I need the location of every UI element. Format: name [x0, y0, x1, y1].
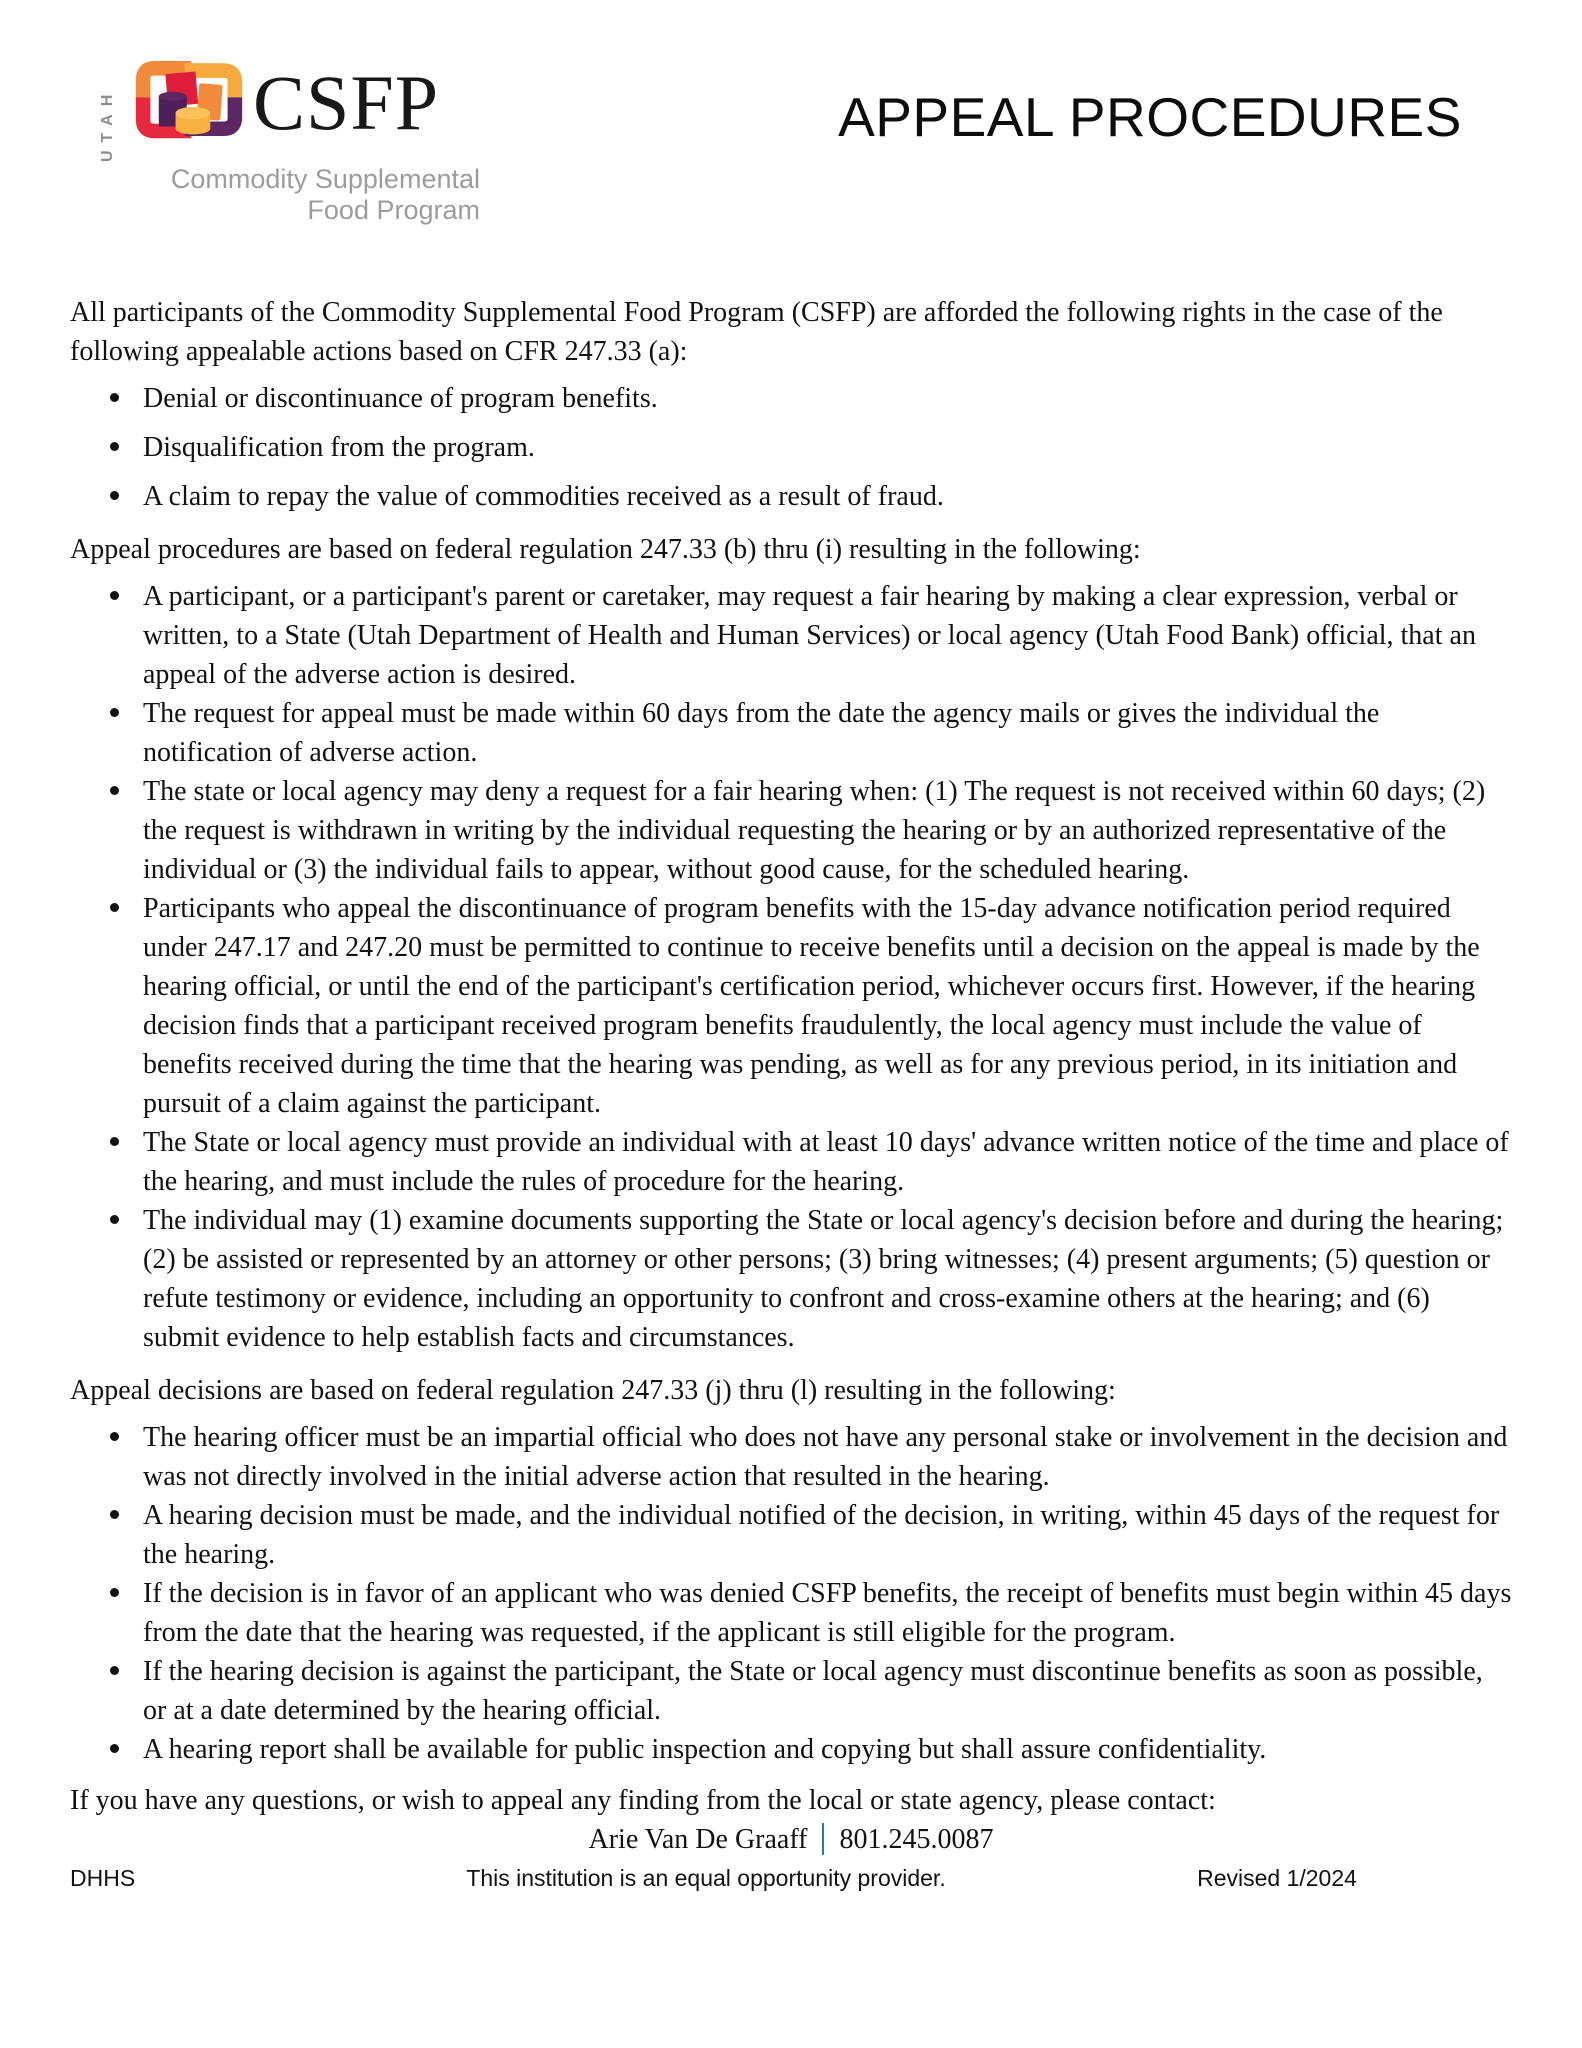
procedures-list [70, 577, 1512, 1357]
footer-revision-date: Revised 1/2024 [1197, 1865, 1357, 1891]
list-item: The hearing officer must be an impartial official who does not have any personal stake or involvement in the decision and was not directly involved in the initial adverse action that resulted in the hearing. [143, 1418, 1512, 1496]
document-header [70, 0, 1512, 257]
csfp-logo [88, 52, 498, 226]
footer-equal-opportunity-statement: This institution is an equal opportunity provider. [466, 1865, 946, 1891]
list-item: A claim to repay the value of commodities received as a result of fraud. [143, 477, 1512, 516]
page-title: APPEAL PROCEDURES [838, 86, 1462, 148]
logo-subtitle-line2: Food Program [307, 195, 480, 225]
list-item: The request for appeal must be made within 60 days from the date the agency mails or gives the individual the notification of adverse action. [143, 694, 1512, 772]
document-body [70, 293, 1512, 1893]
logo-acronym: CSFP [253, 59, 440, 146]
logo-utah-vertical-text: UTAH [99, 86, 116, 162]
list-item: A participant, or a participant's parent or caretaker, may request a fair hearing by making a clear expression, verbal or written, to a State (Utah Department of Health and Human Services) or local agency (Utah Food Bank) official, that an appeal of the adverse action is desired. [143, 577, 1512, 694]
vertical-divider [822, 1823, 824, 1855]
contact-phone: 801.245.0087 [839, 1824, 994, 1855]
decisions-list [70, 1418, 1512, 1769]
list-item: A hearing report shall be available for public inspection and copying but shall assure confidentiality. [143, 1730, 1512, 1769]
footer [70, 1863, 1512, 1893]
list-item: Participants who appeal the discontinuance of program benefits with the 15-day advance notification period required under 247.17 and 247.20 must be permitted to continue to receive benefits until a decision on the appeal is made by the hearing official, or until the end of the participant's certification period, whichever occurs first. However, if the hearing decision finds that a participant received program benefits fraudulently, the local agency must include the value of benefits received during the time that the hearing was pending, as well as for any previous period, in its initiation and pursuit of a claim against the participant. [143, 889, 1512, 1123]
list-item: The State or local agency must provide an individual with at least 10 days' advance written notice of the time and place of the hearing, and must include the rules of procedure for the hearing. [143, 1123, 1512, 1201]
procedures-heading: Appeal procedures are based on federal regulation 247.33 (b) thru (i) resulting in the following: [70, 534, 1141, 565]
contact-name: Arie Van De Graaff [588, 1824, 808, 1855]
list-item: If the decision is in favor of an applicant who was denied CSFP benefits, the receipt of benefits must begin within 45 days from the date that the hearing was requested, if the applicant is still eligible for the program. [143, 1574, 1512, 1652]
list-item: Disqualification from the program. [143, 428, 1512, 467]
logo-subtitle-line1: Commodity Supplemental [170, 164, 480, 194]
list-item: If the hearing decision is against the participant, the State or local agency must discontinue benefits as soon as possible, or at a date determined by the hearing official. [143, 1652, 1512, 1730]
list-item: The individual may (1) examine documents supporting the State or local agency's decision before and during the hearing; (2) be assisted or represented by an attorney or other persons; (3) bring witnesses; (4) present arguments; (5) question or refute testimony or evidence, including an opportunity to confront and cross-examine others at the hearing; and (6) submit evidence to help establish facts and circumstances. [143, 1201, 1512, 1357]
list-item: The state or local agency may deny a request for a fair hearing when: (1) The request is not received within 60 days; (2) the request is withdrawn in writing by the individual requesting the hearing or by an authorized representative of the individual or (3) the individual fails to appear, without good cause, for the scheduled hearing. [143, 772, 1512, 889]
footer-agency: DHHS [70, 1865, 136, 1891]
intro-paragraph: All participants of the Commodity Supplemental Food Program (CSFP) are afforded the following rights in the case of the following appealable actions based on CFR 247.33 (a): [70, 297, 1443, 367]
appealable-actions-list [70, 379, 1512, 516]
list-item: Denial or discontinuance of program benefits. [143, 379, 1512, 418]
csfp-logo-icon [133, 56, 245, 161]
contact-lead: If you have any questions, or wish to appeal any finding from the local or state agency, please contact: [70, 1785, 1216, 1816]
contact-line [70, 1820, 1512, 1859]
logo-subtitle [88, 164, 480, 226]
list-item: A hearing decision must be made, and the individual notified of the decision, in writing, within 45 days of the request for the hearing. [143, 1496, 1512, 1574]
decisions-heading: Appeal decisions are based on federal regulation 247.33 (j) thru (l) resulting in the following: [70, 1375, 1116, 1406]
